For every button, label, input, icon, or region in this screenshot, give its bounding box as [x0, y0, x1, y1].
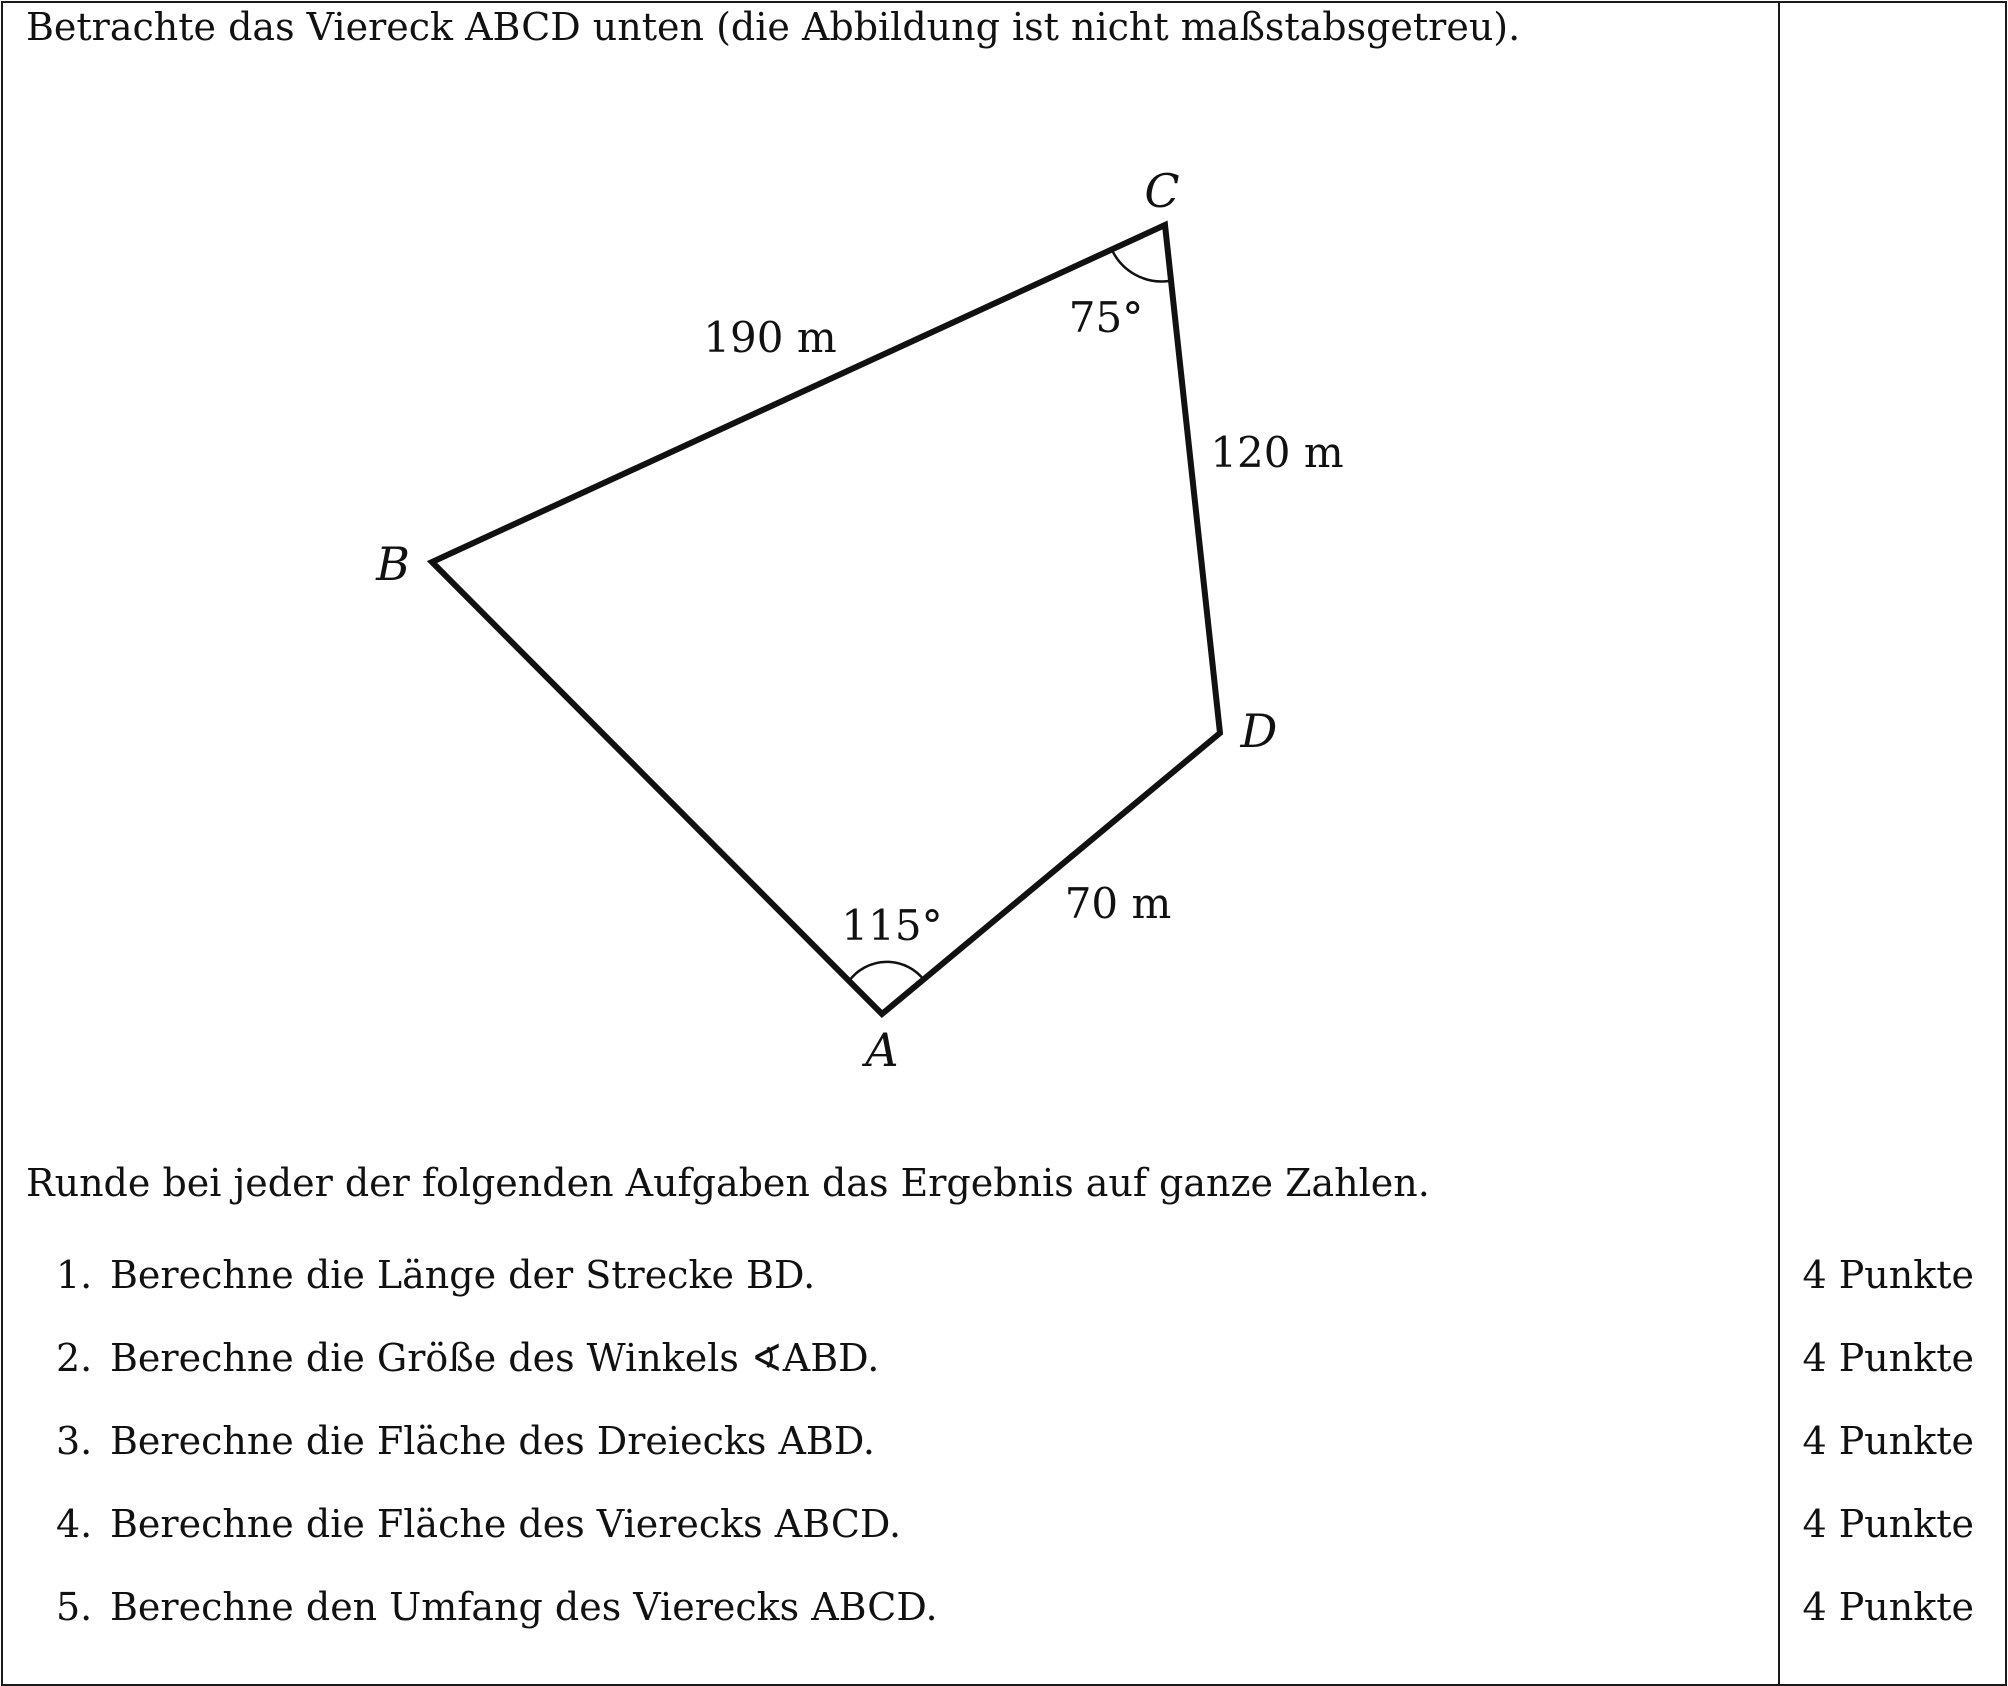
task-item	[0, 1577, 2008, 1637]
task-points: 4 Punkte	[1802, 1502, 1974, 1546]
task-number: 1.	[56, 1253, 93, 1297]
task-text: Berechne den Umfang des Vierecks ABCD.	[110, 1585, 938, 1629]
task-points: 4 Punkte	[1802, 1585, 1974, 1629]
side-label-bc: 190 m	[703, 313, 837, 362]
vertex-label-b: B	[376, 537, 410, 591]
task-item	[0, 1411, 2008, 1471]
side-label-da: 70 m	[1064, 879, 1172, 928]
task-points: 4 Punkte	[1802, 1253, 1974, 1297]
task-text: Berechne die Fläche des Vierecks ABCD.	[110, 1502, 902, 1546]
angle-arc-a	[849, 962, 924, 981]
task-item	[0, 1328, 2008, 1388]
angle-label-c: 75°	[1068, 293, 1144, 342]
intro-text: Betrachte das Viereck ABCD unten (die Abbildung ist nicht maßstabsgetreu).	[26, 5, 1521, 49]
task-number: 3.	[56, 1419, 93, 1463]
angle-label-a: 115°	[841, 901, 943, 950]
side-label-cd: 120 m	[1210, 428, 1344, 477]
task-item	[0, 1494, 2008, 1554]
angle-arc-c	[1112, 250, 1169, 281]
task-points: 4 Punkte	[1802, 1419, 1974, 1463]
vertex-label-c: C	[1144, 164, 1180, 218]
task-number: 2.	[56, 1336, 93, 1380]
task-text: Berechne die Fläche des Dreiecks ABD.	[110, 1419, 876, 1463]
task-number: 5.	[56, 1585, 93, 1629]
task-number: 4.	[56, 1502, 93, 1546]
instruction-text: Runde bei jeder der folgenden Aufgaben das Ergebnis auf ganze Zahlen.	[26, 1161, 1430, 1205]
task-text: Berechne die Länge der Strecke BD.	[110, 1253, 816, 1297]
vertex-label-a: A	[865, 1023, 899, 1077]
task-item	[0, 1245, 2008, 1305]
task-points: 4 Punkte	[1802, 1336, 1974, 1380]
vertex-label-d: D	[1240, 704, 1278, 758]
task-text: Berechne die Größe des Winkels ∢ABD.	[110, 1336, 880, 1380]
